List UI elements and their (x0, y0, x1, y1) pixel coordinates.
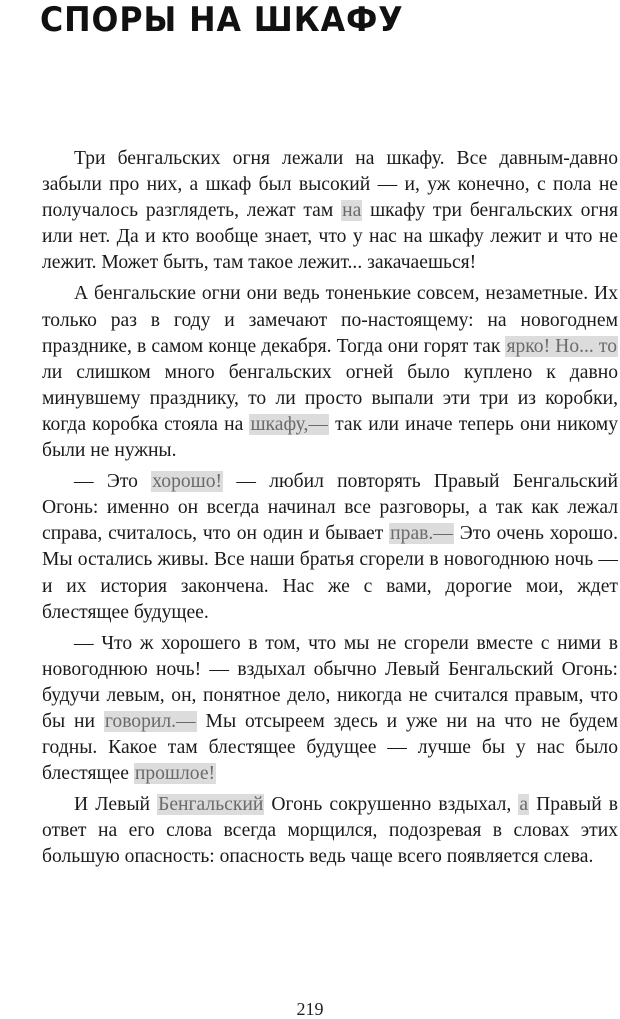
text-segment: шкафу три бенгальских огня или нет. Да и кто вообще знает, что у нас на шкафу лежит и что не лежит. Может быть, там такое лежит... закачаешься! (42, 200, 618, 274)
text-segment: — Это (74, 471, 152, 493)
text-segment: — Что ж хорошего в том, что мы не сгорели вместе с ними в новогоднюю ночь! — вздыхал обычно Левый Бенгальский Огонь: будучи левым, он, понятное дело, никогда не считался правым, что бы ни (42, 632, 618, 732)
highlighted-text: прошлое! (134, 763, 216, 785)
page-number: 219 (296, 999, 324, 1019)
highlighted-text: говорил.— (104, 710, 196, 732)
highlighted-text: прав.— (390, 523, 453, 545)
paragraph (42, 631, 618, 788)
highlighted-text: шкафу,— (250, 413, 328, 435)
highlighted-text: хорошо! (152, 471, 223, 493)
text-segment: Правый в ответ на его слова всегда морщился, подозревая в словах этих большую опасность: опасность ведь чаще всего появляется слева. (42, 794, 619, 868)
paragraph (42, 469, 618, 626)
chapter-title: СПОРЫ НА ШКАФУ (40, 0, 404, 40)
text-segment: А бенгальские огни они ведь тоненькие совсем, незаметные. Их только раз в году и замечают по-настоящему: на новогоднем празднике, в самом конце декабря. Тогда они горят так (42, 283, 618, 357)
highlighted-text: а (519, 794, 529, 816)
highlighted-text: на (342, 200, 362, 222)
text-segment: И Левый (74, 794, 158, 816)
paragraph (42, 146, 618, 276)
text-segment: — любил повторять Правый Бенгальский Огонь: именно он всегда начинал все разговоры, а так как лежал справа, считалось, что он один и бывает (42, 471, 618, 545)
text-segment: Огонь сокрушенно вздыхал, (264, 794, 519, 816)
text-segment: Это очень хорошо. Мы остались живы. Все наши братья сгорели в новогоднюю ночь — и их история закончена. Нас же с вами, дорогие мои, ждет блестящее будущее. (42, 523, 619, 623)
paragraph (42, 281, 618, 464)
paragraph (42, 792, 618, 870)
text-segment: так или иначе теперь они никому были не нужны. (42, 413, 618, 462)
text-segment: Три бенгальских огня лежали на шкафу. Все давным-давно забыли про них, а шкаф был высокий — и, уж конечно, с пола не получалось разглядеть, лежат там (42, 148, 618, 222)
body-text (42, 146, 618, 871)
highlighted-text: ярко! Но... то (506, 335, 617, 357)
text-segment: Мы отсыреем здесь и уже ни на что не будем годны. Какое там блестящее будущее — лучше бы у нас было блестящее (42, 710, 618, 785)
highlighted-text: Бенгальский (158, 794, 264, 816)
text-segment: ли слишком много бенгальских огней было куплено к давно минувшему празднику, то ли просто выпали эти три из коробки, когда коробка стояла на (42, 361, 618, 435)
